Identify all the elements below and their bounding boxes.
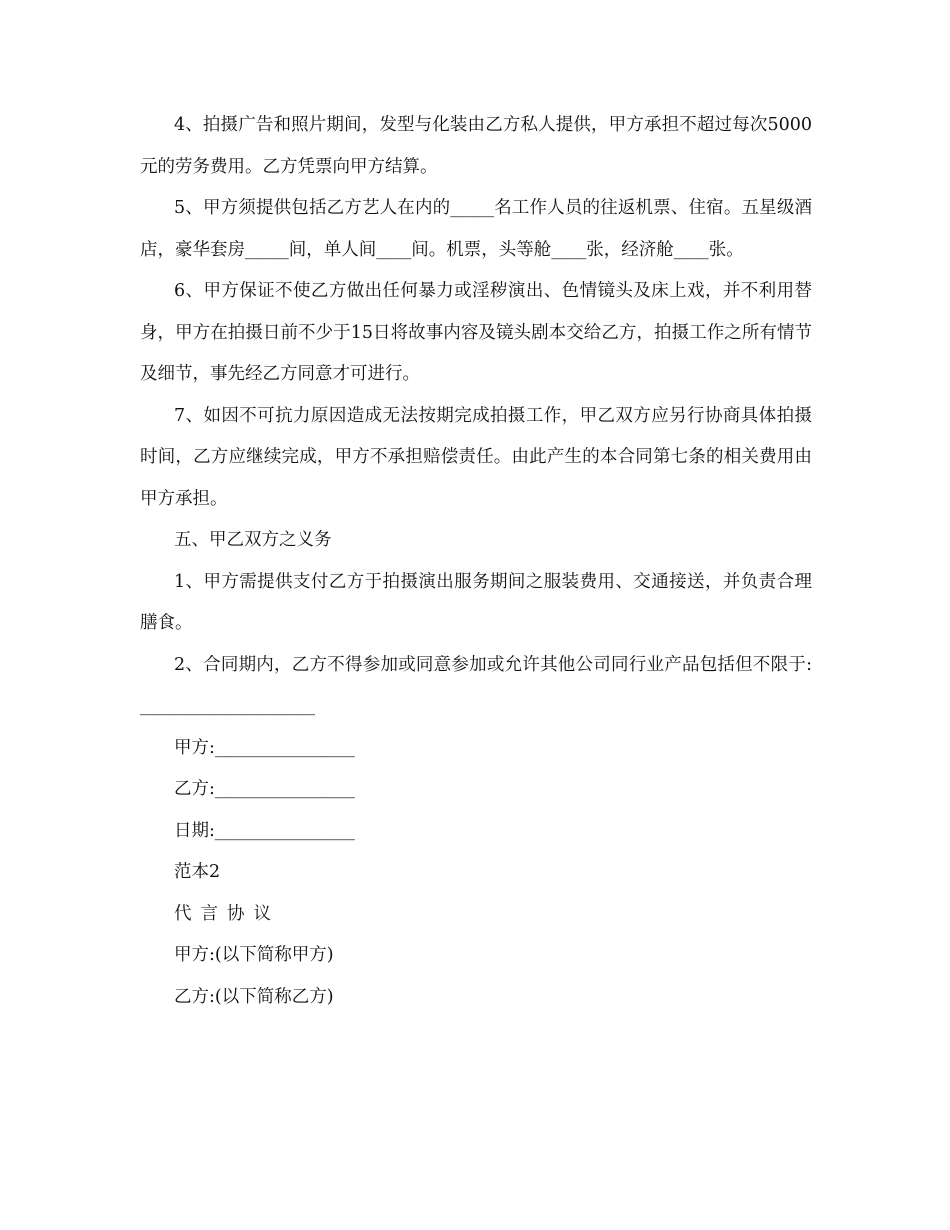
clause-6-content-guarantee: 6、甲方保证不使乙方做出任何暴力或淫秽演出、色情镜头及床上戏，并不利用替身，甲方在拍摄日前不少于15日将故事内容及镜头剧本交给乙方，拍摄工作之所有情节及细节，事先经乙方同意才可进行。 [140,281,812,384]
template-2-label: 范本2 [174,862,221,882]
document-body [140,105,812,1018]
signature-party-a: 甲方:________________ [174,737,355,758]
obligation-1-costume-transport: 1、甲方需提供支付乙方于拍摄演出服务期间之服装费用、交通接送，并负责合理膳食。 [140,571,812,633]
party-b-line: 乙方:(以下简称乙方) [174,986,334,1007]
clause-4-makeup-fees: 4、拍摄广告和照片期间，发型与化装由乙方私人提供，甲方承担不超过每次5000元的劳务费用。乙方凭票向甲方结算。 [140,115,812,177]
section-5-heading: 五、甲乙双方之义务 [174,530,332,550]
clause-5-travel-lodging: 5、甲方须提供包括乙方艺人在内的_____名工作人员的往返机票、住宿。五星级酒店，豪华套房_____间，单人间____间。机票，头等舱____张，经济舱____张。 [140,198,812,260]
party-a-line: 甲方:(以下简称甲方) [174,945,334,965]
signature-date: 日期:________________ [174,820,355,841]
agreement-title: 代言协议 [174,903,280,924]
obligation-2-exclusivity: 2、合同期内，乙方不得参加或同意参加或允许其他公司同行业产品包括但不限于:____________________ [140,654,812,716]
clause-7-force-majeure: 7、如因不可抗力原因造成无法按期完成拍摄工作，甲乙双方应另行协商具体拍摄时间，乙方应继续完成，甲方不承担赔偿责任。由此产生的本合同第七条的相关费用由甲方承担。 [140,405,812,509]
signature-party-b: 乙方:________________ [174,779,355,799]
